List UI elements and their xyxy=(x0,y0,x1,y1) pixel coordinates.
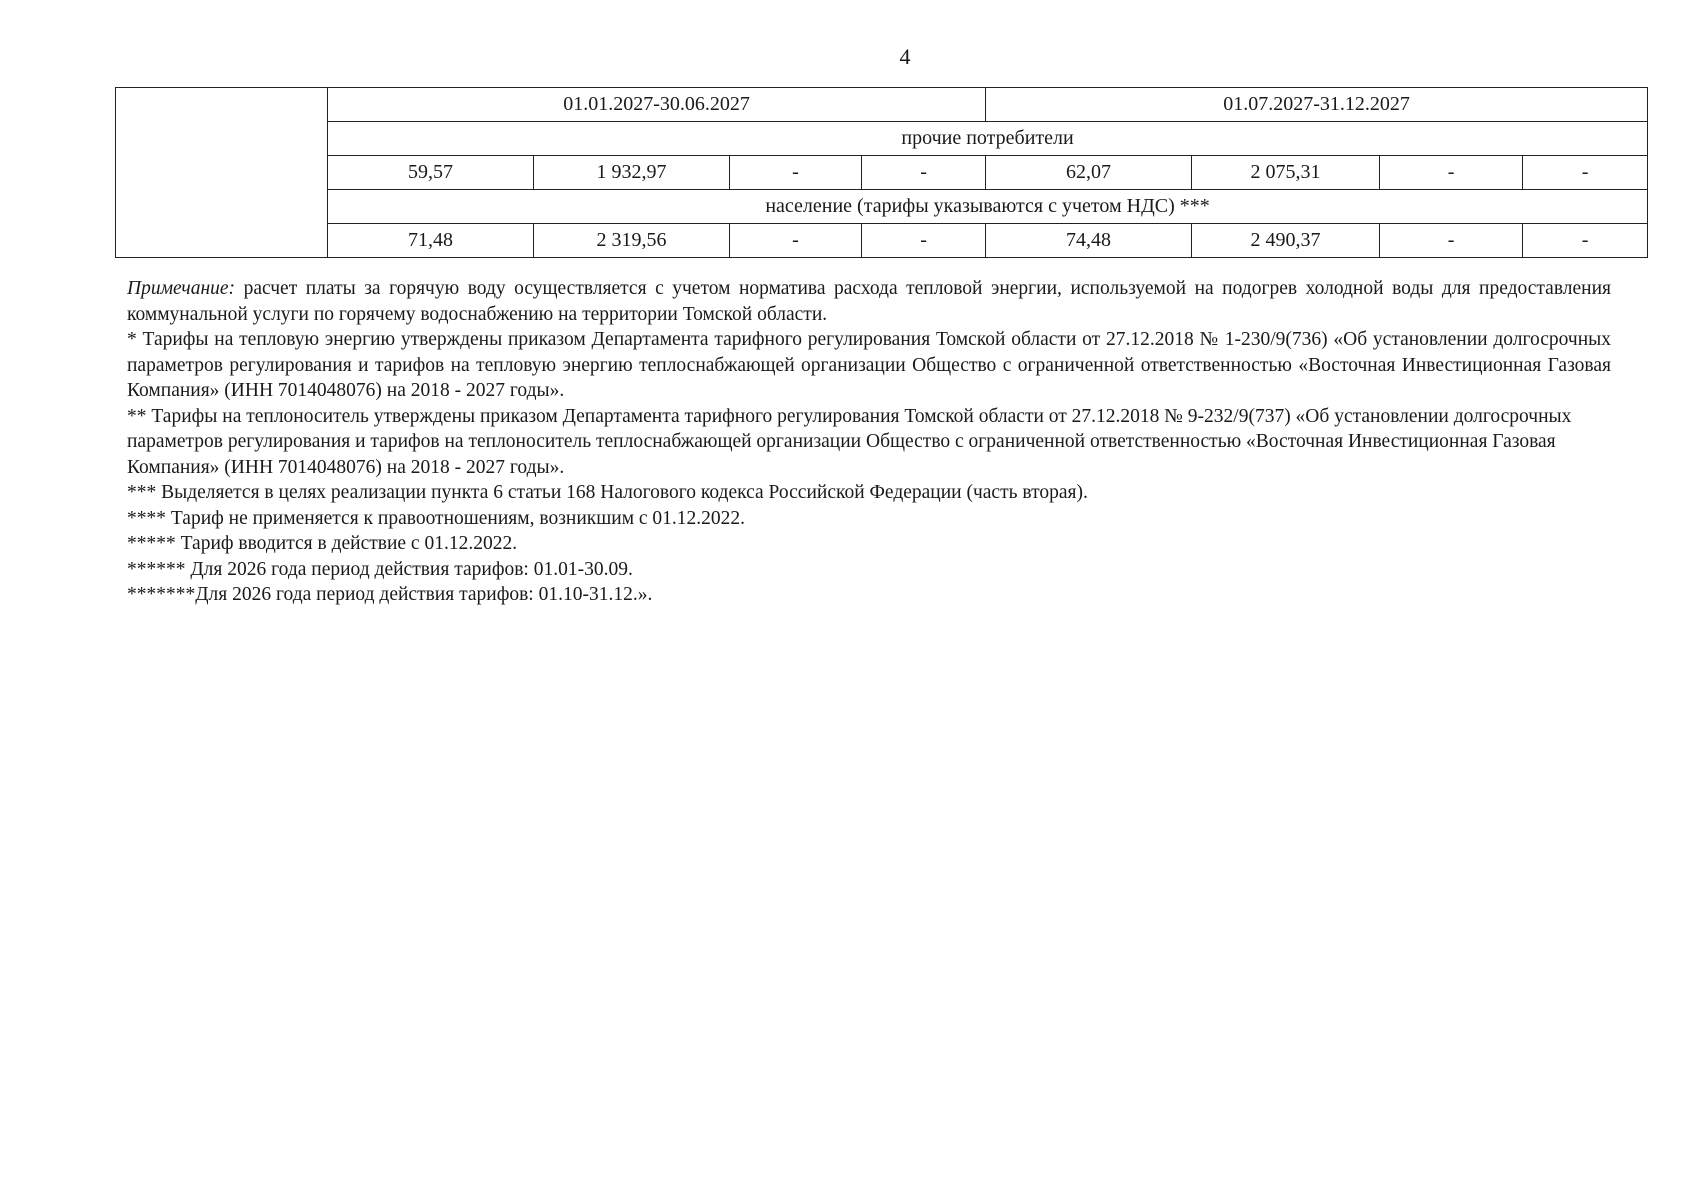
table-cell: - xyxy=(862,156,986,190)
notes-section xyxy=(127,276,1611,608)
table-cell: 71,48 xyxy=(328,224,534,258)
footnote-3: *** Выделяется в целях реализации пункта 6 статьи 168 Налогового кодекса Российской Федерации (часть вторая). xyxy=(127,482,1088,503)
table-row-group-other-consumers xyxy=(116,122,1648,156)
footnote-5: ***** Тариф вводится в действие с 01.12.2022. xyxy=(127,533,518,554)
table-cell: 2 075,31 xyxy=(1192,156,1380,190)
table-cell: - xyxy=(730,156,862,190)
tariff-table xyxy=(115,87,1648,258)
note-label: Примечание: xyxy=(127,278,236,299)
footnote-4: **** Тариф не применяется к правоотношениям, возникшим с 01.12.2022. xyxy=(127,507,746,529)
table-row-values-population xyxy=(116,224,1648,258)
footnote-6: ****** Для 2026 года период действия тарифов: 01.01-30.09. xyxy=(127,558,633,580)
table-cell: 62,07 xyxy=(986,156,1192,190)
table-cell: - xyxy=(862,224,986,258)
table-cell: - xyxy=(730,224,862,258)
table-cell: 1 932,97 xyxy=(534,156,730,190)
footnote-7: *******Для 2026 года период действия тарифов: 01.10-31.12.». xyxy=(127,584,653,605)
table-cell: 2 490,37 xyxy=(1192,224,1380,258)
table-cell: 59,57 xyxy=(328,156,534,190)
table-cell: - xyxy=(1380,156,1523,190)
footnote-2: ** Тарифы на теплоноситель утверждены приказом Департамента тарифного регулирования Томской области от 27.12.2018 № 9-232/9(737) «Об установлении долгосрочных параметров регулирования и тарифов на теплоноситель теплоснабжающей организации Общество с ограниченной ответственностью «Восточная Инвестиционная Газовая Компания» (ИНН 7014048076) на 2018 - 2027 годы». xyxy=(127,405,1572,478)
table-cell: 2 319,56 xyxy=(534,224,730,258)
page-number: 4 xyxy=(899,44,911,69)
note-lead-text: расчет платы за горячую воду осуществляется с учетом норматива расхода тепловой энергии, используемой на подогрев холодной воды для предоставления коммунальной услуги по горячему водоснабжению на территории Томской области. xyxy=(127,278,1611,325)
note-lead-paragraph xyxy=(127,276,1611,327)
group-label-population: население (тарифы указываются с учетом НДС) *** xyxy=(328,190,1648,224)
table-row-values-other-consumers xyxy=(116,156,1648,190)
footnote-1: * Тарифы на тепловую энергию утверждены приказом Департамента тарифного регулирования Томской области от 27.12.2018 № 1-230/9(736) «Об установлении долгосрочных параметров регулирования и тарифов на тепловую энергию теплоснабжающей организации Общество с ограниченной ответственностью «Восточная Инвестиционная Газовая Компания» (ИНН 7014048076) на 2018 - 2027 годы». xyxy=(127,329,1611,401)
table-cell: - xyxy=(1380,224,1523,258)
table-cell: - xyxy=(1523,224,1648,258)
period-header-first-half: 01.01.2027-30.06.2027 xyxy=(328,88,986,122)
empty-first-column-cell xyxy=(116,88,328,258)
table-row-periods xyxy=(116,88,1648,122)
group-label-other-consumers: прочие потребители xyxy=(328,122,1648,156)
table-cell: 74,48 xyxy=(986,224,1192,258)
period-header-second-half: 01.07.2027-31.12.2027 xyxy=(986,88,1648,122)
table-cell: - xyxy=(1523,156,1648,190)
table-row-group-population xyxy=(116,190,1648,224)
